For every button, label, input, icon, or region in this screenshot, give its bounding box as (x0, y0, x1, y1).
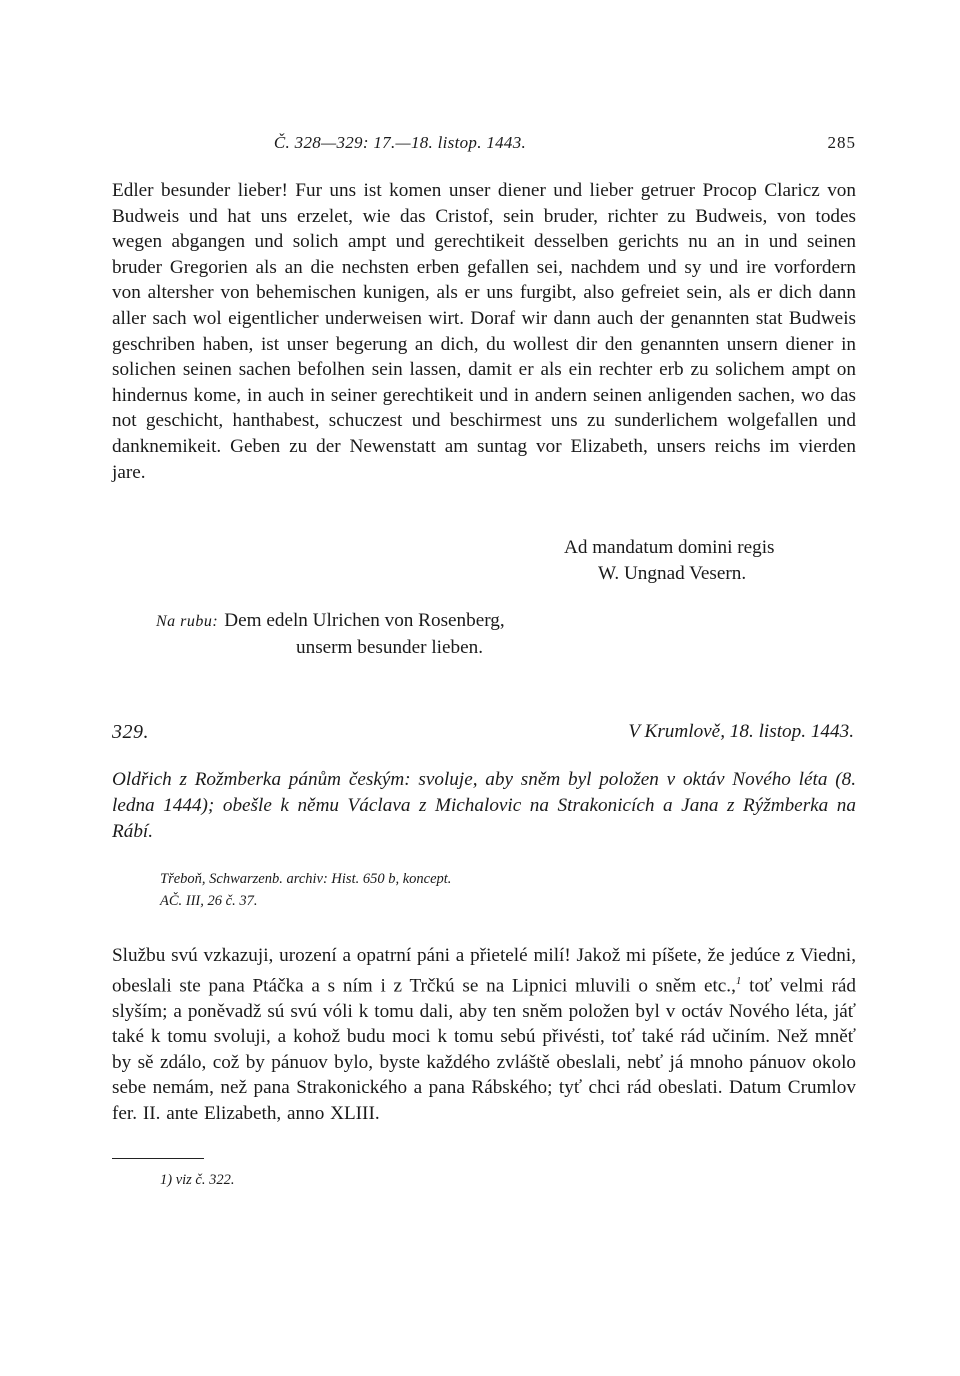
signature-line-2: W. Ungnad Vesern. (598, 563, 747, 584)
document-place-date: V Krumlově, 18. listop. 1443. (628, 721, 854, 742)
footnote-marker: 1 (735, 974, 742, 987)
address-line-1: Dem edeln Ulrichen von Rosenberg, (224, 610, 505, 631)
source-archive: Třeboň, Schwarzenb. archiv: Hist. 650 b, koncept. (160, 871, 452, 887)
address-label: Na rubu: (156, 613, 219, 630)
letter-329-text-b: toť velmi rád slyším; a poněvadž sú svú vóli k tomu dali, aby ten sněm položen byl v octáv Nového léta, jáť také k tomu svoluji, a kohož budu moci k tomu sebú přivésti, toť také rád učiním. Než mněť by sě zdálo, což by pánuov bylo, byste každého zvláště obeslali, nebť já mnoho pánuov okolo sebe nemám, než pana Strakonického a pana Rábského; tyť chci rád obeslati. Datum Crumlov fer. II. ante Elizabeth, anno XLIII. (112, 974, 856, 1124)
signature-line-1: Ad mandatum domini regis (564, 537, 775, 558)
running-head-title: Č. 328—329: 17.—18. listop. 1443. (273, 133, 527, 152)
source-edition: AČ. III, 26 č. 37. (160, 893, 258, 909)
document-regest: Oldřich z Rožmberka pánům českým: svoluje, aby sněm byl položen v oktáv Nového léta (8. ledna 1444); obešle k němu Václava z Michalovic na Strakonicích a Jana z Rýžmberka na Rábí. (112, 769, 856, 842)
running-head (112, 133, 856, 157)
footnote: 1) viz č. 322. (160, 1172, 235, 1188)
letter-329-text-a: Službu svú vzkazuji, urození a opatrní páni a přietelé milí! Jakož mi píšete, že jedúce z Viedni, obeslali ste pana Ptáčka a s ním i z Trčkú se na Lipnici mluvili o sněm etc., (112, 945, 856, 996)
document-number: 329. (112, 721, 149, 743)
address-block (156, 608, 505, 661)
letter-328-body: Edler besunder lieber! Fur uns ist komen unser diener und lieber getruer Procop Claricz von Budweis und hat uns erzelet, wie das Cristof, sein bruder, richter zu Budweis, von todes wegen abgangen und solich ampt und gerechtikeit desselben gerichts nu an in und seinen bruder Gregorien als an die nechsten erben gefallen sei, nachdem und sy und ire vorfordern von altersher von behemischen kunigen, als er uns furgibt, also gefreiet sein, als er dich dann aller sach wol eigentlicher underweisen wirt. Doraf wir dann auch der genannten stat Budweis geschriben haben, ist unser begerung an dich, du wollest dir den genannten unsern diener in solichen seinen sachen befolhen sein lassen, damit er als ein rechter erb zu solichem ampt on hindernus kome, in auch in seiner gerechtikeit und in andern seinen anligenden sachen, wo das not geschicht, hanthabest, schuczest und beschirmest uns zu sunderlichem wolgefallen und danknemikeit. Geben zu der Newenstatt am suntag vor Elizabeth, unsers reichs im vierden jare. (112, 180, 856, 483)
letter-329-body (112, 943, 856, 1127)
page-number: 285 (827, 133, 856, 152)
document-heading (112, 721, 856, 749)
footnote-divider (112, 1158, 204, 1159)
address-line-2: unserm besunder lieben. (296, 637, 484, 658)
source-references (160, 868, 451, 912)
signature-block (564, 535, 775, 587)
